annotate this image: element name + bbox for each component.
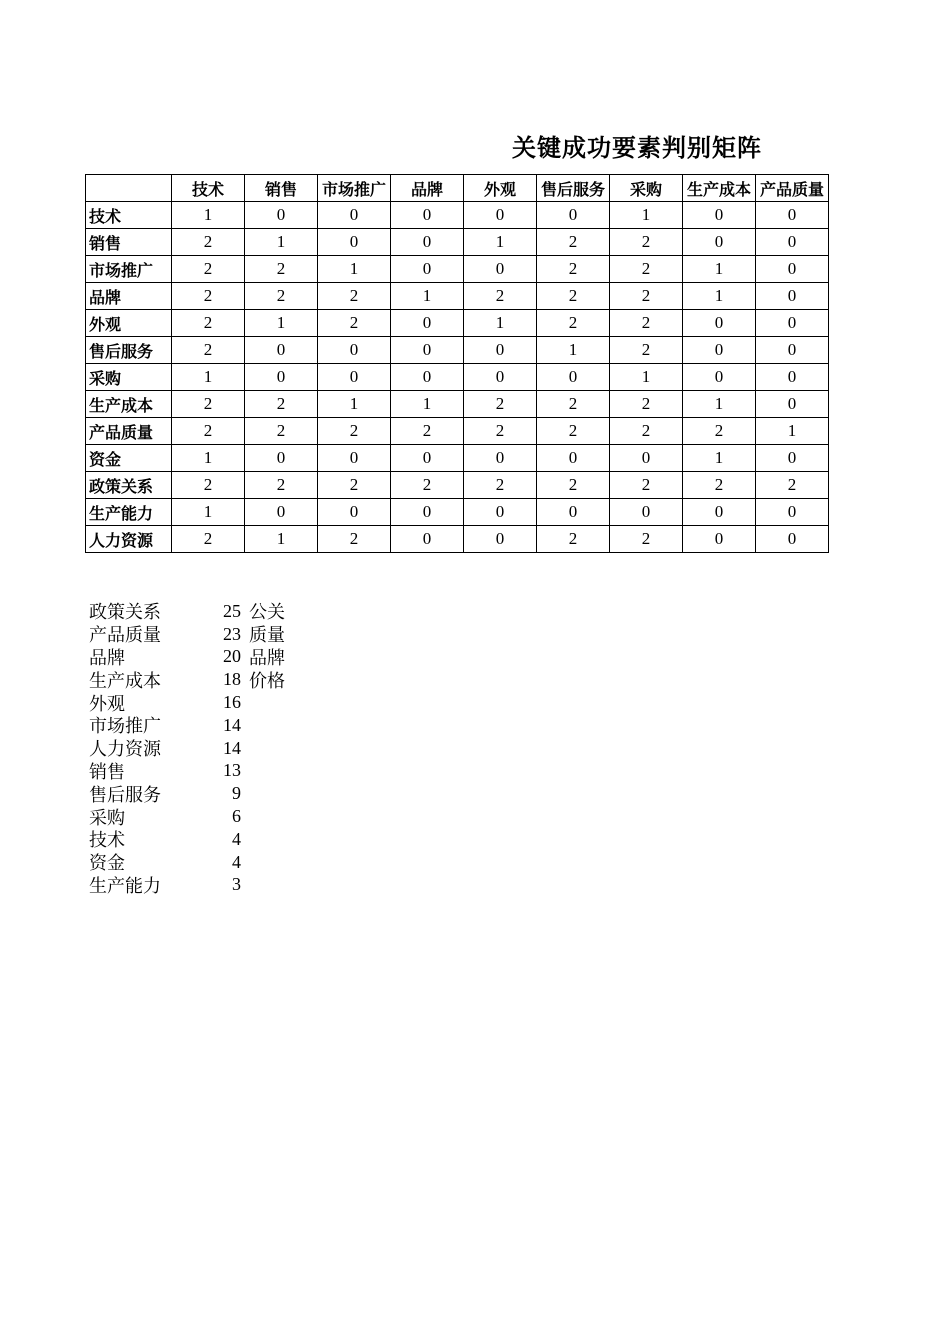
table-cell: 0	[245, 202, 318, 229]
table-cell: 1	[318, 391, 391, 418]
table-cell: 2	[172, 526, 245, 553]
table-cell: 0	[391, 337, 464, 364]
table-cell: 0	[537, 202, 610, 229]
ranking-factor-name: 外观	[89, 693, 125, 715]
list-item	[89, 737, 285, 760]
column-header: 产品质量	[756, 175, 829, 202]
table-row	[86, 202, 829, 229]
table-cell: 0	[391, 256, 464, 283]
table-row	[86, 310, 829, 337]
matrix-body	[86, 202, 829, 553]
table-cell: 0	[683, 229, 756, 256]
table-row	[86, 418, 829, 445]
table-cell: 0	[391, 526, 464, 553]
table-cell: 2	[318, 310, 391, 337]
table-cell: 2	[537, 256, 610, 283]
ranking-score: 25	[223, 600, 241, 621]
table-cell: 2	[245, 256, 318, 283]
table-cell: 2	[172, 229, 245, 256]
ranking-factor-name: 生产能力	[89, 875, 161, 897]
ranking-note: 公关	[249, 602, 285, 624]
list-item	[89, 646, 285, 669]
table-cell: 1	[756, 418, 829, 445]
column-header: 售后服务	[537, 175, 610, 202]
row-label: 产品质量	[86, 418, 172, 445]
ranking-note: 品牌	[249, 648, 285, 669]
table-row	[86, 283, 829, 310]
table-cell: 2	[172, 256, 245, 283]
table-cell: 2	[318, 283, 391, 310]
table-cell: 2	[683, 472, 756, 499]
table-cell: 0	[537, 364, 610, 391]
row-label: 市场推广	[86, 256, 172, 283]
table-cell: 2	[464, 391, 537, 418]
table-cell: 0	[464, 256, 537, 283]
table-cell: 2	[245, 391, 318, 418]
ranking-list	[89, 600, 285, 896]
list-item	[89, 805, 285, 828]
list-item	[89, 691, 285, 714]
table-row	[86, 229, 829, 256]
ranking-score: 9	[232, 783, 241, 804]
ranking-score: 16	[223, 692, 241, 713]
table-cell: 2	[537, 310, 610, 337]
table-cell: 0	[683, 364, 756, 391]
table-cell: 1	[537, 337, 610, 364]
table-cell: 1	[318, 256, 391, 283]
table-row	[86, 391, 829, 418]
table-cell: 0	[756, 202, 829, 229]
table-row	[86, 472, 829, 499]
table-cell: 0	[391, 499, 464, 526]
table-cell: 1	[610, 202, 683, 229]
row-label: 技术	[86, 202, 172, 229]
table-cell: 0	[756, 526, 829, 553]
table-row	[86, 445, 829, 472]
table-cell: 2	[610, 418, 683, 445]
table-cell: 2	[610, 229, 683, 256]
table-cell: 2	[537, 472, 610, 499]
table-cell: 0	[464, 202, 537, 229]
table-cell: 2	[245, 283, 318, 310]
table-cell: 1	[391, 391, 464, 418]
ranking-factor-name: 人力资源	[89, 739, 161, 761]
table-row	[86, 499, 829, 526]
table-cell: 2	[245, 472, 318, 499]
table-cell: 2	[610, 337, 683, 364]
table-cell: 0	[756, 283, 829, 310]
ranking-score: 3	[232, 874, 241, 895]
table-cell: 1	[245, 526, 318, 553]
table-cell: 1	[172, 364, 245, 391]
table-cell: 2	[172, 283, 245, 310]
table-cell: 0	[318, 337, 391, 364]
ranking-factor-name: 政策关系	[89, 602, 161, 624]
table-cell: 0	[683, 202, 756, 229]
table-cell: 2	[610, 283, 683, 310]
table-cell: 0	[318, 364, 391, 391]
table-cell: 0	[245, 445, 318, 472]
table-cell: 1	[610, 364, 683, 391]
table-cell: 2	[391, 472, 464, 499]
list-item	[89, 600, 285, 623]
table-cell: 0	[391, 364, 464, 391]
table-cell: 2	[464, 472, 537, 499]
table-cell: 2	[464, 418, 537, 445]
table-cell: 0	[318, 202, 391, 229]
table-cell: 0	[683, 526, 756, 553]
row-label: 生产能力	[86, 499, 172, 526]
table-row	[86, 337, 829, 364]
table-cell: 2	[537, 391, 610, 418]
table-cell: 0	[756, 499, 829, 526]
judgment-matrix-table	[85, 174, 829, 553]
table-cell: 0	[318, 229, 391, 256]
table-cell: 0	[683, 310, 756, 337]
row-label: 品牌	[86, 283, 172, 310]
table-cell: 0	[318, 445, 391, 472]
table-cell: 2	[172, 391, 245, 418]
table-cell: 2	[610, 391, 683, 418]
table-cell: 0	[391, 202, 464, 229]
table-cell: 2	[172, 337, 245, 364]
ranking-factor-name: 产品质量	[89, 625, 161, 647]
column-header: 销售	[245, 175, 318, 202]
list-item	[89, 782, 285, 805]
table-cell: 0	[245, 364, 318, 391]
table-cell: 0	[610, 445, 683, 472]
table-cell: 1	[172, 445, 245, 472]
table-row	[86, 364, 829, 391]
ranking-score: 14	[223, 737, 241, 758]
table-cell: 2	[537, 418, 610, 445]
ranking-factor-name: 生产成本	[89, 670, 161, 692]
table-cell: 2	[318, 526, 391, 553]
ranking-factor-name: 采购	[89, 807, 125, 829]
column-header: 生产成本	[683, 175, 756, 202]
ranking-score: 14	[223, 714, 241, 735]
table-cell: 0	[537, 445, 610, 472]
table-cell: 2	[610, 256, 683, 283]
table-cell: 0	[756, 445, 829, 472]
table-cell: 1	[464, 229, 537, 256]
table-row	[86, 526, 829, 553]
table-cell: 0	[464, 364, 537, 391]
table-cell: 1	[683, 445, 756, 472]
table-cell: 2	[610, 526, 683, 553]
table-cell: 2	[172, 418, 245, 445]
table-cell: 0	[756, 391, 829, 418]
row-label: 资金	[86, 445, 172, 472]
table-cell: 0	[756, 310, 829, 337]
table-cell: 0	[245, 499, 318, 526]
corner-cell	[86, 175, 172, 202]
ranking-score: 18	[223, 669, 241, 690]
table-cell: 0	[391, 229, 464, 256]
table-cell: 2	[756, 472, 829, 499]
row-label: 外观	[86, 310, 172, 337]
table-cell: 2	[537, 229, 610, 256]
ranking-factor-name: 品牌	[89, 648, 125, 669]
ranking-score: 4	[232, 828, 241, 849]
table-cell: 0	[756, 364, 829, 391]
table-cell: 0	[610, 499, 683, 526]
table-cell: 0	[464, 499, 537, 526]
ranking-note: 价格	[249, 670, 285, 692]
column-header: 品牌	[391, 175, 464, 202]
table-cell: 2	[318, 418, 391, 445]
table-cell: 2	[537, 283, 610, 310]
table-cell: 2	[318, 472, 391, 499]
table-cell: 1	[245, 310, 318, 337]
column-header: 外观	[464, 175, 537, 202]
ranking-score: 4	[232, 851, 241, 872]
list-item	[89, 828, 285, 851]
list-item	[89, 760, 285, 783]
list-item	[89, 668, 285, 691]
table-cell: 0	[756, 337, 829, 364]
list-item	[89, 623, 285, 646]
row-label: 人力资源	[86, 526, 172, 553]
table-cell: 2	[537, 526, 610, 553]
page-title: 关键成功要素判别矩阵	[512, 133, 762, 162]
list-item	[89, 874, 285, 897]
table-cell: 2	[610, 472, 683, 499]
table-cell: 2	[172, 310, 245, 337]
table-cell: 1	[464, 310, 537, 337]
table-cell: 0	[683, 499, 756, 526]
table-cell: 0	[756, 256, 829, 283]
ranking-factor-name: 市场推广	[89, 716, 161, 738]
row-label: 采购	[86, 364, 172, 391]
table-cell: 1	[172, 499, 245, 526]
table-cell: 1	[683, 391, 756, 418]
table-cell: 0	[391, 445, 464, 472]
row-label: 售后服务	[86, 337, 172, 364]
table-cell: 1	[683, 256, 756, 283]
ranking-score: 13	[223, 760, 241, 781]
table-cell: 0	[756, 229, 829, 256]
table-cell: 0	[318, 499, 391, 526]
table-cell: 0	[537, 499, 610, 526]
list-item	[89, 851, 285, 874]
table-cell: 2	[391, 418, 464, 445]
list-item	[89, 714, 285, 737]
table-cell: 0	[391, 310, 464, 337]
ranking-factor-name: 技术	[89, 830, 125, 852]
table-cell: 0	[464, 526, 537, 553]
row-label: 政策关系	[86, 472, 172, 499]
ranking-factor-name: 售后服务	[89, 784, 161, 806]
ranking-note: 质量	[249, 625, 285, 647]
ranking-factor-name: 资金	[89, 853, 125, 875]
table-cell: 2	[683, 418, 756, 445]
row-label: 销售	[86, 229, 172, 256]
table-cell: 0	[245, 337, 318, 364]
header-row	[86, 175, 829, 202]
table-cell: 1	[391, 283, 464, 310]
ranking-score: 23	[223, 623, 241, 644]
table-cell: 1	[172, 202, 245, 229]
row-label: 生产成本	[86, 391, 172, 418]
table-cell: 1	[245, 229, 318, 256]
table-cell: 2	[172, 472, 245, 499]
column-header: 技术	[172, 175, 245, 202]
table-cell: 2	[464, 283, 537, 310]
column-header: 市场推广	[318, 175, 391, 202]
table-row	[86, 256, 829, 283]
ranking-factor-name: 销售	[89, 761, 125, 783]
table-cell: 2	[610, 310, 683, 337]
ranking-score: 20	[223, 646, 241, 667]
column-header: 采购	[610, 175, 683, 202]
table-cell: 1	[683, 283, 756, 310]
ranking-score: 6	[232, 806, 241, 827]
table-cell: 0	[464, 337, 537, 364]
table-cell: 0	[464, 445, 537, 472]
table-cell: 2	[245, 418, 318, 445]
table-cell: 0	[683, 337, 756, 364]
